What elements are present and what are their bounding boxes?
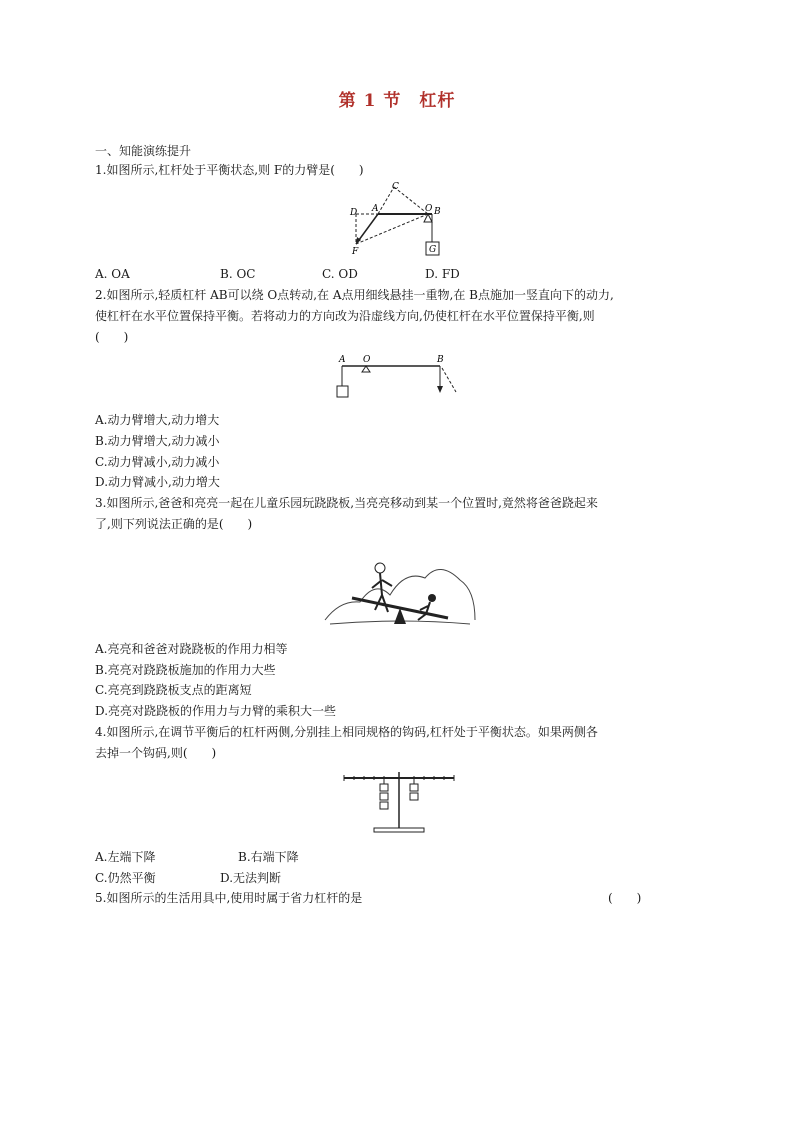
q4-option-b: B.右端下降 bbox=[238, 850, 299, 864]
q2-option-a: A.动力臂增大,动力增大 bbox=[95, 413, 220, 427]
q1-label-b: B bbox=[434, 207, 441, 217]
q2-fulcrum bbox=[362, 366, 370, 372]
q2-force-arrowhead bbox=[437, 386, 443, 393]
q2-option-c: C.动力臂减小,动力减小 bbox=[95, 455, 220, 469]
q1-label-g: G bbox=[429, 245, 437, 255]
q4-right-weight-2 bbox=[410, 793, 418, 800]
q4-option-c: C.仍然平衡 bbox=[95, 871, 156, 885]
q1-label-c: C bbox=[392, 182, 399, 192]
q3-seesaw-figure bbox=[320, 540, 480, 628]
page-title: 第 1 节 杠杆 bbox=[338, 91, 456, 111]
section-heading: 一、知能演练提升 bbox=[95, 144, 192, 158]
q1-stem: 1.如图所示,杠杆处于平衡状态,则 F的力臂是( ) bbox=[95, 163, 364, 177]
q2-label-a: A bbox=[339, 355, 346, 365]
q2-dashed-direction bbox=[442, 368, 456, 392]
q4-stem-line1: 4.如图所示,在调节平衡后的杠杆两侧,分别挂上相同规格的钩码,杠杆处于平衡状态。如果两侧各 bbox=[95, 725, 598, 739]
q1-option-a: A. OA bbox=[95, 267, 130, 281]
q2-label-b: B bbox=[437, 355, 444, 365]
q5-stem: 5.如图所示的生活用具中,使用时属于省力杠杆的是 bbox=[95, 891, 363, 905]
q3-option-d: D.亮亮对跷跷板的作用力与力臂的乘积大一些 bbox=[95, 704, 337, 718]
q3-option-a: A.亮亮和爸爸对跷跷板的作用力相等 bbox=[95, 642, 288, 656]
q5-answer-paren: ( ) bbox=[608, 891, 642, 905]
q1-fulcrum bbox=[424, 214, 432, 222]
q1-option-d: D. FD bbox=[425, 267, 460, 281]
q1-label-d: D bbox=[350, 208, 358, 218]
q2-option-b: B.动力臂增大,动力减小 bbox=[95, 434, 220, 448]
q3-option-c: C.亮亮到跷跷板支点的距离短 bbox=[95, 683, 252, 697]
q3-option-b: B.亮亮对跷跷板施加的作用力大些 bbox=[95, 663, 276, 677]
q1-option-b: B. OC bbox=[220, 267, 256, 281]
q3-stem-line1: 3.如图所示,爸爸和亮亮一起在儿童乐园玩跷跷板,当亮亮移动到某一个位置时,竟然将爸爸跷起来 bbox=[95, 496, 598, 510]
q2-label-o: O bbox=[363, 355, 371, 365]
q1-option-c: C. OD bbox=[322, 267, 358, 281]
q1-label-f: F bbox=[352, 247, 359, 257]
q4-balance-figure bbox=[340, 768, 460, 836]
q2-weight-box bbox=[337, 386, 348, 397]
q2-stem-line2: 使杠杆在水平位置保持平衡。若将动力的方向改为沿虚线方向,仍使杠杆在水平位置保持平衡,则 bbox=[95, 309, 595, 323]
q1-label-o: O bbox=[425, 204, 433, 214]
q1-dashed-co bbox=[394, 187, 428, 214]
q2-stem-line1: 2.如图所示,轻质杠杆 AB可以绕 O点转动,在 A点用细线悬挂一重物,在 B点施加一竖直向下的动力, bbox=[95, 288, 614, 302]
q3-kid-head bbox=[428, 594, 436, 602]
q4-right-weight-1 bbox=[410, 784, 418, 791]
q4-left-weight-2 bbox=[380, 793, 388, 800]
q4-left-weight-1 bbox=[380, 784, 388, 791]
q2-option-d: D.动力臂减小,动力增大 bbox=[95, 475, 220, 489]
q2-stem-line3: ( ) bbox=[95, 330, 129, 344]
q1-lever-figure bbox=[340, 180, 450, 260]
q4-stem-line2: 去掉一个钩码,则( ) bbox=[95, 746, 217, 760]
q4-left-weight-3 bbox=[380, 802, 388, 809]
q4-stand-base bbox=[374, 828, 424, 832]
q1-label-a: A bbox=[372, 204, 379, 214]
q3-dad-head bbox=[375, 563, 385, 573]
q3-stem-line2: 了,则下列说法正确的是( ) bbox=[95, 517, 253, 531]
q4-option-d: D.无法判断 bbox=[220, 871, 282, 885]
q2-lever-figure bbox=[330, 350, 465, 400]
q4-option-a: A.左端下降 bbox=[95, 850, 156, 864]
